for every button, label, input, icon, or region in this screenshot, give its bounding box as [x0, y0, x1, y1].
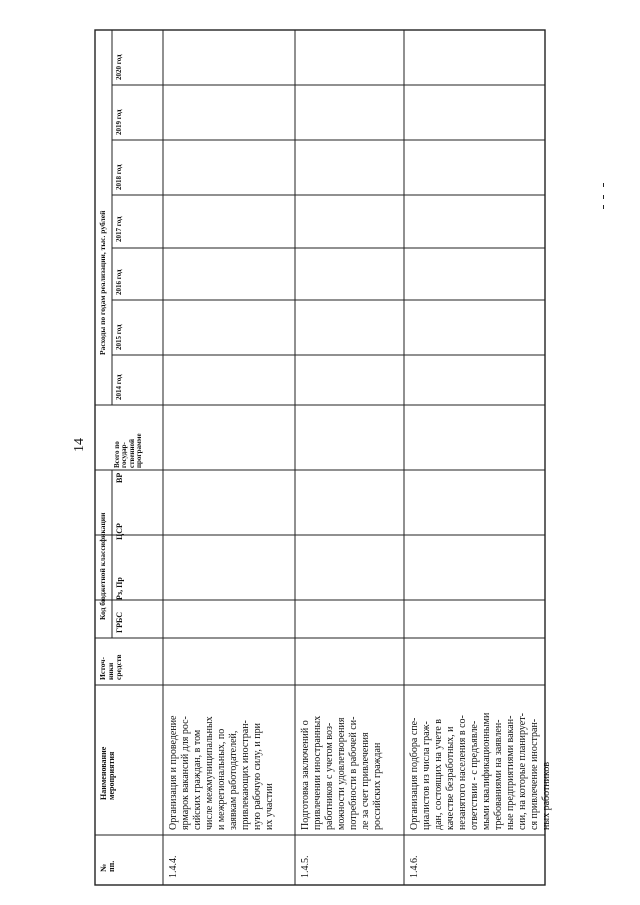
- header-year-2014: 2014 год: [115, 374, 123, 400]
- header-source: Источ- ники средств: [98, 654, 123, 680]
- row-1-line: заявкам работодателей,: [228, 730, 239, 830]
- row-2-name: [300, 685, 384, 830]
- row-1-line: ную рабочую силу, и при: [252, 723, 263, 830]
- header-rzpr: Рз, Пр: [115, 577, 124, 600]
- header-year-2019: 2019 год: [115, 109, 123, 135]
- header-year-2015: 2015 год: [115, 324, 123, 350]
- row-2-line: потребности в рабочей си-: [348, 716, 359, 830]
- row-2-line: можности удовлетворения: [336, 717, 347, 830]
- page-number: 14: [72, 438, 87, 452]
- row-3-line: сии, на которые планирует-: [517, 713, 528, 830]
- row-1-line: их участии: [264, 783, 275, 830]
- row-1-num: 1.4.4.: [168, 855, 179, 878]
- row-1-line: числе межмуниципальных: [204, 716, 215, 830]
- header-expenses: Расходы по годам реализации, тыс. рублей: [98, 210, 107, 355]
- row-2-line: работников с учетом воз-: [324, 722, 335, 830]
- header-total: Всего по государ- ственной программе: [113, 433, 144, 468]
- header-csr: ЦСР: [115, 523, 124, 540]
- header-grbs: ГРБС: [115, 612, 124, 633]
- row-2-line: привлечении иностранных: [312, 715, 323, 830]
- row-1-line: ярмарок вакансий для рос-: [180, 716, 191, 830]
- row-3-line: требованиями на заявлен-: [493, 719, 504, 830]
- row-3-name: [409, 685, 553, 830]
- row-1-line: и межрегиональных, по: [216, 728, 227, 830]
- header-year-2018: 2018 год: [115, 164, 123, 190]
- header-year-2020: 2020 год: [115, 54, 123, 80]
- row-3-line: ные предприятиями вакан-: [505, 715, 516, 830]
- row-3-line: мыми квалификационными: [481, 712, 492, 830]
- row-3-line: ных работников: [541, 761, 552, 830]
- row-3-line: незанятого населения в со-: [457, 715, 468, 830]
- header-name: Наименование мероприятия: [99, 746, 117, 800]
- row-3-line: дан, состоящих на учете в: [433, 719, 444, 830]
- row-3-line: качестве безработных, и: [445, 726, 456, 830]
- row-3-line: ответствии - с предъявле-: [469, 720, 480, 830]
- row-3-line: циалистов из числа граж-: [421, 721, 432, 830]
- row-1-name: [168, 685, 276, 830]
- row-2-line: российских граждан: [372, 742, 383, 830]
- header-vr: ВР: [115, 472, 124, 483]
- row-2-num: 1.4.5.: [300, 855, 311, 878]
- header-budget-code: Код бюджетной классификации: [98, 512, 107, 620]
- row-1-line: привлекающих иностран-: [240, 720, 251, 830]
- header-year-2016: 2016 год: [115, 269, 123, 295]
- header-num: № пп.: [99, 860, 117, 872]
- row-3-num: 1.4.6.: [409, 855, 420, 878]
- scan-mark: [603, 183, 604, 187]
- row-1-line: сийских граждан, в том: [192, 729, 203, 830]
- row-2-line: Подготовка заключений о: [300, 720, 311, 830]
- row-1-line: Организация и проведение: [168, 715, 179, 830]
- scan-mark: [603, 195, 604, 199]
- scan-mark: [603, 205, 604, 209]
- row-3-line: ся привлечение иностран-: [529, 718, 540, 830]
- row-2-line: ле за счет привлечения: [360, 732, 371, 830]
- row-3-line: Организация подбора спе-: [409, 717, 420, 830]
- header-year-2017: 2017 год: [115, 216, 123, 242]
